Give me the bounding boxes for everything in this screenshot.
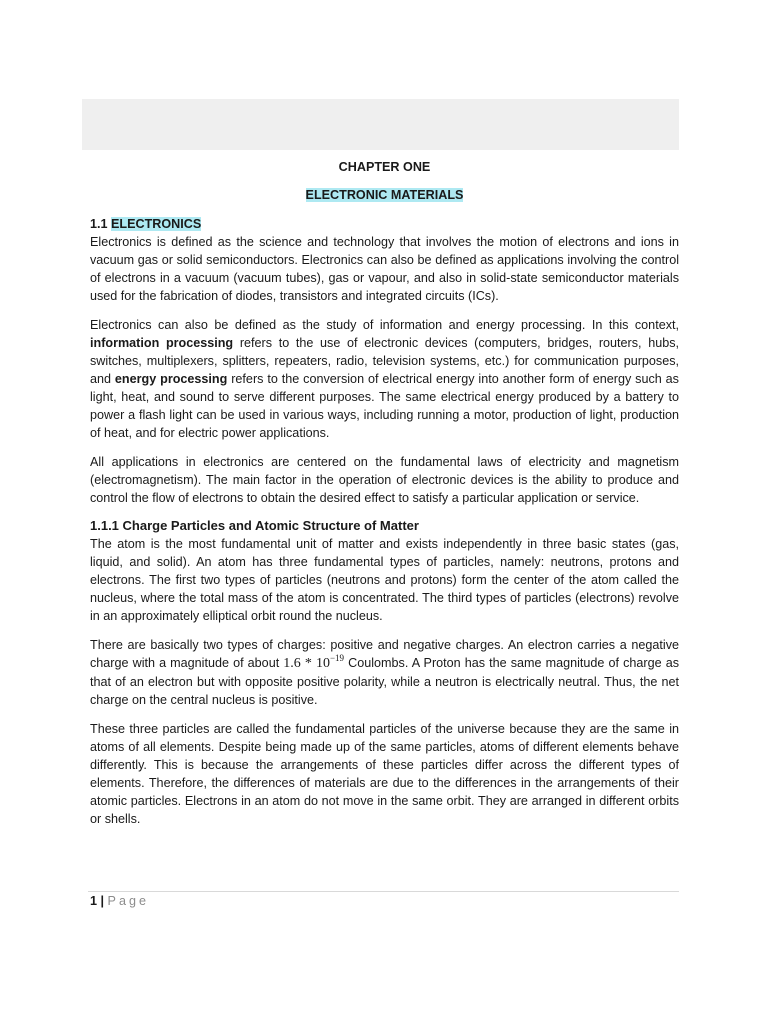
paragraph xyxy=(90,316,679,442)
section-heading-text: ELECTRONICS xyxy=(111,217,202,231)
bold-term: energy processing xyxy=(114,372,228,386)
text-run: There are basically two types of charges: positive and negative charges. An electron carries a negative charge with a magnitude of about xyxy=(90,638,679,670)
paragraph: The atom is the most fundamental unit of matter and exists independently in three basic states (gas, liquid, and solid). An atom has three fundamental types of particles, namely: neutrons, protons and electrons. The first two types of particles (neutrons and protons) form the center of the atom called the nucleus, where the total mass of the atom is concentrated. The third types of particles (electrons) revolve in an approximately elliptical orbit round the nucleus. xyxy=(90,537,679,623)
page-body xyxy=(90,150,679,828)
bold-term: information processing xyxy=(90,336,234,350)
footer-separator: | xyxy=(100,894,105,908)
text-run: refers to the conversion of electrical energy into another form of energy such as light, heat, and sound to serve different purposes. The same electrical energy produced by a battery to power a flash light can be used in various ways, including running a motor, production of light, production of heat, and for electric power applications. xyxy=(90,372,679,440)
charge-value xyxy=(283,653,345,671)
math-exponent: −19 xyxy=(329,653,345,663)
chapter-subtitle-text: ELECTRONIC MATERIALS xyxy=(305,188,464,202)
footer-divider xyxy=(88,891,679,892)
math-base: 1.6 * 10 xyxy=(283,656,330,671)
section-number: 1.1 xyxy=(90,217,108,231)
section-heading-1-1 xyxy=(90,215,679,233)
page-number: 1 xyxy=(90,894,98,908)
text-run: Electronics can also be defined as the study of information and energy processing. In this context, xyxy=(90,318,679,332)
chapter-subtitle xyxy=(90,186,679,204)
text-run: refers to the use of electronic devices (computers, bridges, routers, hubs, switches, multiplexers, splitters, repeaters, radio, television systems, etc.) for communication purposes, and xyxy=(90,336,680,386)
text-run: Coulombs. A Proton has the same magnitude of charge as that of an electron but with opposite positive polarity, while a neutron is electrically neutral. Thus, the net charge on the central nucleus is positive. xyxy=(90,656,680,707)
page-label: Page xyxy=(107,894,149,908)
page-footer xyxy=(90,894,149,908)
paragraph: These three particles are called the fundamental particles of the universe because they are the same in atoms of all elements. Despite being made up of the same particles, atoms of different elements behave differently. This is because the arrangements of these particles differ across the different types of elements. Therefore, the differences of materials are due to the differences in the arrangements of their atomic particles. Electrons in an atom do not move in the same orbit. They are arranged in different orbits or shells. xyxy=(90,722,679,826)
subsection-heading-1-1-1: 1.1.1 Charge Particles and Atomic Structure of Matter xyxy=(90,518,419,533)
chapter-title: CHAPTER ONE xyxy=(338,160,431,174)
paragraph xyxy=(90,636,679,709)
paragraph: All applications in electronics are centered on the fundamental laws of electricity and magnetism (electromagnetism). The main factor in the operation of electronic devices is the ability to produce and control the flow of electrons to obtain the desired effect to satisfy a particular application or service. xyxy=(90,455,679,505)
header-area xyxy=(82,99,679,150)
paragraph: Electronics is defined as the science and technology that involves the motion of electrons and ions in vacuum gas or solid semiconductors. Electronics can also be defined as applications involving the control of electrons in a vacuum (vacuum tubes), gas or vapour, and also in solid-state semiconductor materials used for the fabrication of diodes, transistors and integrated circuits (ICs). xyxy=(90,235,679,303)
